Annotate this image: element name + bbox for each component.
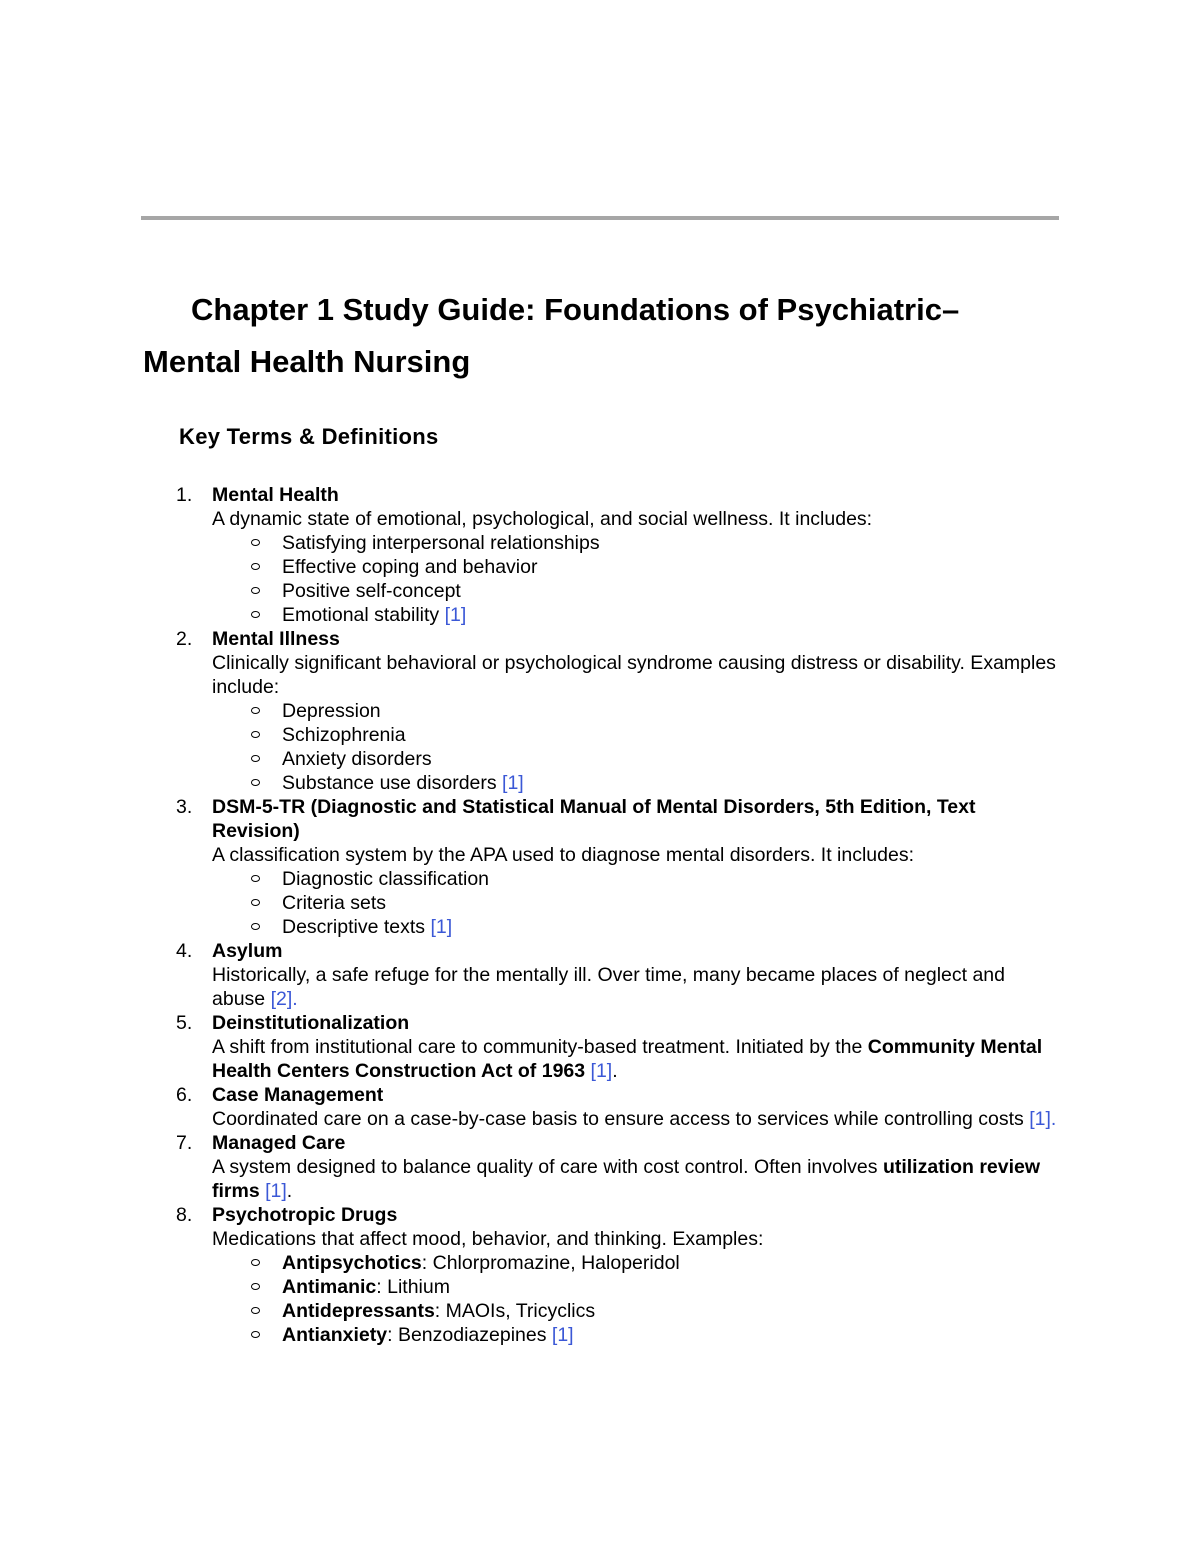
term-managed-care [176, 1131, 1062, 1203]
citation-link[interactable]: [1] [444, 604, 467, 626]
term-number: 8. [176, 1204, 193, 1226]
circle-bullet-icon [251, 707, 260, 714]
term-number: 6. [176, 1084, 193, 1106]
term-number: 4. [176, 940, 193, 962]
term-number: 5. [176, 1012, 193, 1034]
term-description: Clinically significant behavioral or psychological syndrome causing distress or disability. Examples include: [212, 652, 1056, 698]
circle-bullet-icon [251, 1307, 260, 1314]
term-title: Mental Health [212, 484, 339, 506]
circle-bullet-icon [251, 611, 260, 618]
sub-list [212, 531, 1062, 627]
term-title: Case Management [212, 1084, 384, 1106]
term-case-management [176, 1083, 1062, 1131]
drug-class-list [212, 1251, 1062, 1347]
sub-list [212, 867, 1062, 939]
term-title: Managed Care [212, 1132, 346, 1154]
circle-bullet-icon [251, 923, 260, 930]
citation-link[interactable]: [1] [430, 916, 453, 938]
list-item: Satisfying interpersonal relationships [282, 531, 1062, 555]
list-item: Substance use disorders [1] [282, 771, 1062, 795]
term-description: A dynamic state of emotional, psychological, and social wellness. It includes: [212, 508, 873, 530]
circle-bullet-icon [251, 1331, 260, 1338]
citation-link[interactable]: [2] [270, 988, 293, 1010]
list-item: Diagnostic classification [282, 867, 1062, 891]
list-item: Schizophrenia [282, 723, 1062, 747]
terms-list [176, 483, 1062, 1347]
circle-bullet-icon [251, 875, 260, 882]
term-description: Historically, a safe refuge for the mentally ill. Over time, many became places of neglect and abuse [2]. [212, 964, 1005, 1010]
list-item: Effective coping and behavior [282, 555, 1062, 579]
list-item: Emotional stability [1] [282, 603, 1062, 627]
list-item: Antidepressants: MAOIs, Tricyclics [282, 1299, 1062, 1323]
term-asylum [176, 939, 1062, 1011]
term-title: Asylum [212, 940, 283, 962]
circle-bullet-icon [251, 539, 260, 546]
circle-bullet-icon [251, 1283, 260, 1290]
list-item: Depression [282, 699, 1062, 723]
circle-bullet-icon [251, 587, 260, 594]
list-item: Descriptive texts [1] [282, 915, 1062, 939]
term-description: A system designed to balance quality of care with cost control. Often involves utilization review firms [1]. [212, 1156, 1041, 1202]
list-item: Antimanic: Lithium [282, 1275, 1062, 1299]
section-heading: Key Terms & Definitions [179, 424, 439, 449]
horizontal-rule [141, 216, 1059, 220]
citation-link[interactable]: [1] [502, 772, 524, 794]
term-description: A shift from institutional care to community-based treatment. Initiated by the Community Mental Health Centers Construction Act of 1963 [1]. [212, 1036, 1043, 1082]
circle-bullet-icon [251, 899, 260, 906]
term-number: 1. [176, 484, 193, 506]
citation-link[interactable]: [1] [590, 1060, 613, 1082]
term-title: Deinstitutionalization [212, 1012, 410, 1034]
list-item: Positive self-concept [282, 579, 1062, 603]
term-description: Coordinated care on a case-by-case basis to ensure access to services while controlling costs [1]. [212, 1108, 1057, 1130]
term-number: 2. [176, 628, 193, 650]
term-mental-illness [176, 627, 1062, 795]
circle-bullet-icon [251, 563, 260, 570]
term-dsm-5-tr [176, 795, 1062, 939]
term-deinstitutionalization [176, 1011, 1062, 1083]
list-item: Criteria sets [282, 891, 1062, 915]
term-title: Mental Illness [212, 628, 340, 650]
term-description: Medications that affect mood, behavior, and thinking. Examples: [212, 1228, 764, 1250]
citation-link[interactable]: [1] [1029, 1108, 1051, 1130]
term-number: 7. [176, 1132, 193, 1154]
term-title: Psychotropic Drugs [212, 1204, 398, 1226]
circle-bullet-icon [251, 1259, 260, 1266]
circle-bullet-icon [251, 731, 260, 738]
act-name: Community Mental Health Centers Construction Act of 1963 [212, 1036, 1043, 1082]
circle-bullet-icon [251, 779, 260, 786]
term-number: 3. [176, 796, 193, 818]
citation-link[interactable]: [1] [551, 1324, 574, 1346]
term-title: DSM-5-TR (Diagnostic and Statistical Manual of Mental Disorders, 5th Edition, Text Revision) [212, 796, 976, 842]
citation-link[interactable]: [1] [265, 1180, 287, 1202]
list-item: Antianxiety: Benzodiazepines [1] [282, 1323, 1062, 1347]
term-psychotropic-drugs [176, 1203, 1062, 1347]
term-description: A classification system by the APA used to diagnose mental disorders. It includes: [212, 844, 915, 866]
list-item: Antipsychotics: Chlorpromazine, Haloperidol [282, 1251, 1062, 1275]
page-title: Chapter 1 Study Guide: Foundations of Psychiatric–Mental Health Nursing [143, 292, 960, 379]
list-item: Anxiety disorders [282, 747, 1062, 771]
utilization-review-phrase: utilization review firms [212, 1156, 1041, 1202]
circle-bullet-icon [251, 755, 260, 762]
sub-list [212, 699, 1062, 795]
term-mental-health [176, 483, 1062, 627]
